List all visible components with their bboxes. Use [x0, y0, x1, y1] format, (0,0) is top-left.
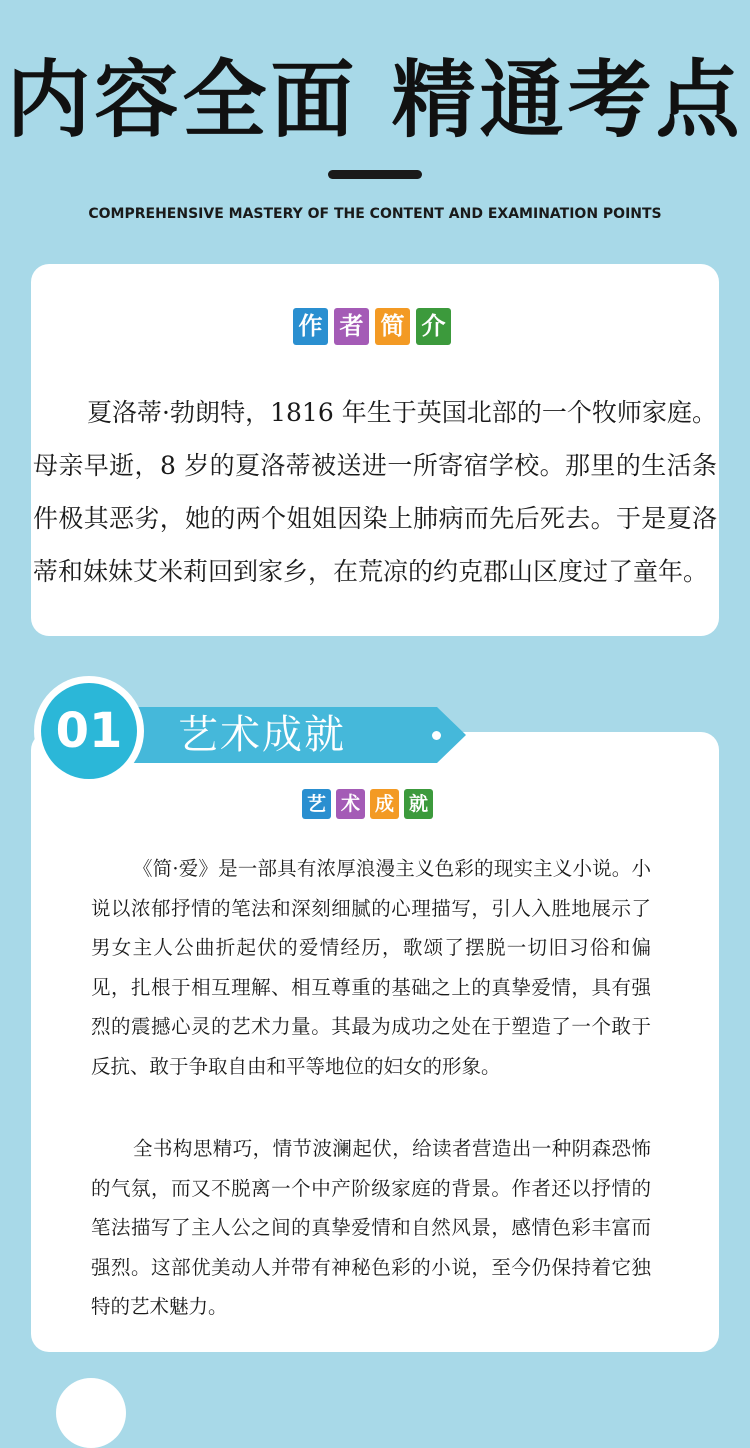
tag-char: 介 [416, 308, 451, 345]
section-number-badge [34, 676, 144, 786]
tag-char: 简 [375, 308, 410, 345]
art-achievement-card [31, 732, 719, 1352]
next-section-badge [56, 1378, 126, 1448]
tag-char: 成 [370, 789, 399, 819]
section-number: 01 [41, 683, 137, 779]
tag-char: 艺 [302, 789, 331, 819]
tag-char: 者 [334, 308, 369, 345]
title-underline [328, 170, 422, 179]
author-intro-card [31, 264, 719, 636]
page-title: 内容全面 精通考点 [6, 51, 744, 149]
author-intro-paragraph: 夏洛蒂·勃朗特，1816 年生于英国北部的一个牧师家庭。母亲早逝，8 岁的夏洛蒂被送进一所寄宿学校。那里的生活条件极其恶劣，她的两个姐姐因染上肺病而先后死去。于是夏洛蒂和妹妹艾米莉回到家乡，在荒凉的约克郡山区度过了童年。 [33, 398, 717, 586]
section-banner-title: 艺术成就 [178, 712, 346, 758]
banner-dot-icon [432, 731, 441, 740]
author-intro-tags [293, 308, 451, 345]
art-achievement-tags [302, 789, 433, 819]
art-paragraph: 《简·爱》是一部具有浓厚浪漫主义色彩的现实主义小说。小说以浓郁抒情的笔法和深刻细腻的心理描写，引人入胜地展示了男女主人公曲折起伏的爱情经历，歌颂了摆脱一切旧习俗和偏见，扎根于相互理解、相互尊重的基础之上的真挚爱情，具有强烈的震撼心灵的艺术力量。其最为成功之处在于塑造了一个敢于反抗、敢于争取自由和平等地位的妇女的形象。 [91, 857, 651, 1078]
tag-char: 就 [404, 789, 433, 819]
tag-char: 术 [336, 789, 365, 819]
tag-char: 作 [293, 308, 328, 345]
art-paragraph: 全书构思精巧，情节波澜起伏，给读者营造出一种阴森恐怖的气氛，而又不脱离一个中产阶级家庭的背景。作者还以抒情的笔法描写了主人公之间的真挚爱情和自然风景，感情色彩丰富而强烈。这部优美动人并带有神秘色彩的小说，至今仍保持着它独特的艺术魅力。 [91, 1137, 651, 1318]
page-subtitle: COMPREHENSIVE MASTERY OF THE CONTENT AND EXAMINATION POINTS [88, 206, 662, 222]
